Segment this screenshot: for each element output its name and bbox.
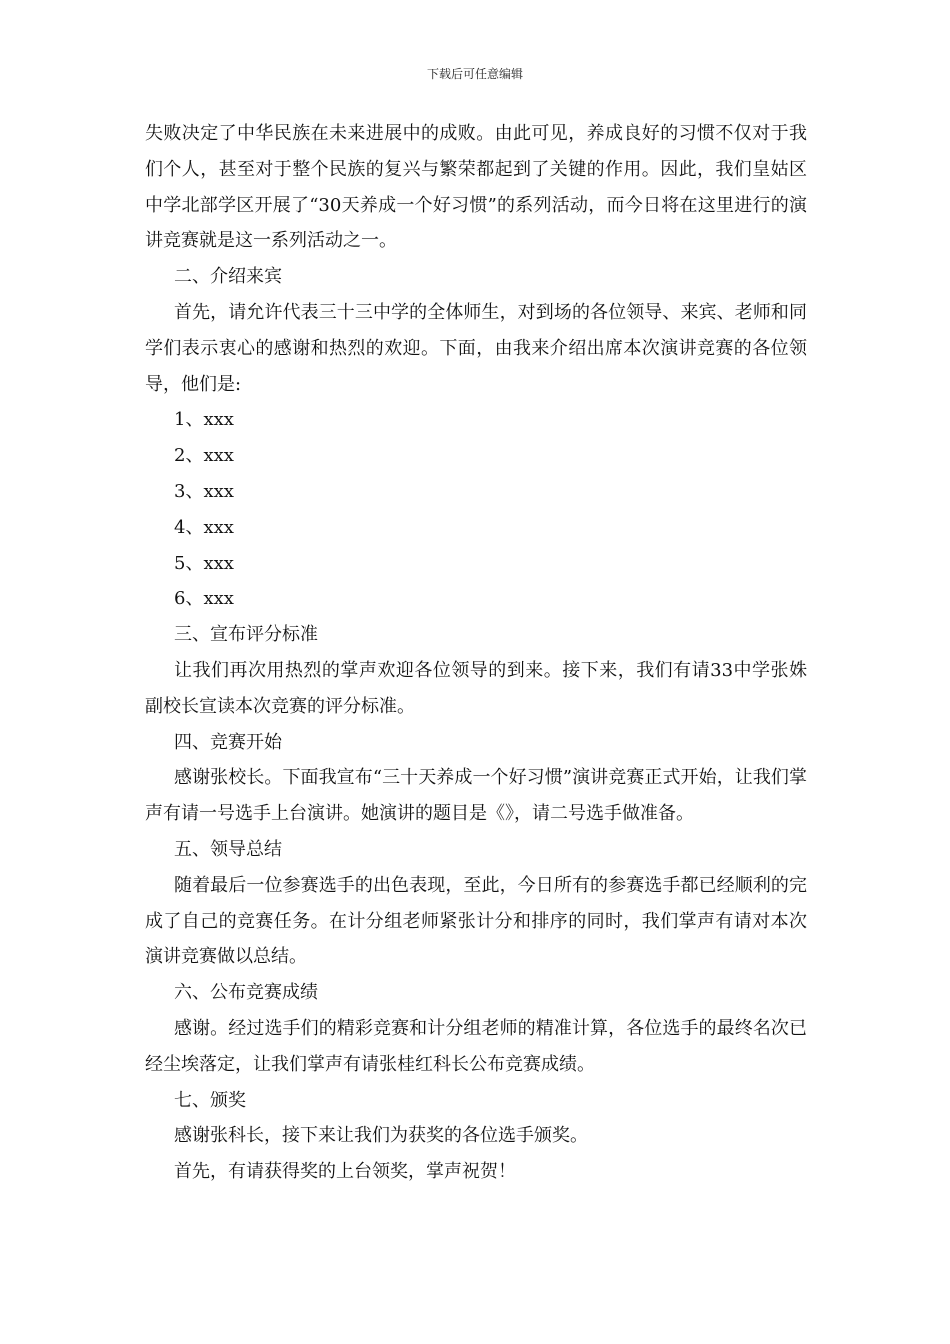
- section-heading: 二、介绍来宾: [174, 266, 282, 288]
- paragraph: 首先，请允许代表三十三中学的全体师生，对到场的各位领导、来宾、老师和同学们表示衷心的感谢和热烈的欢迎。下面，由我来介绍出席本次演讲竞赛的各位领导，他们是:: [145, 301, 807, 395]
- list-item: 1、xxx: [174, 409, 234, 431]
- paragraph: 让我们再次用热烈的掌声欢迎各位领导的到来。接下来，我们有请33中学张姝副校长宣读本次竞赛的评分标准。: [145, 659, 807, 717]
- list-item: 6、xxx: [174, 588, 234, 610]
- page-header: 下载后可任意编辑: [426, 67, 523, 81]
- section-heading: 六、公布竞赛成绩: [174, 982, 318, 1004]
- section-heading: 七、颁奖: [174, 1089, 246, 1111]
- paragraph: 感谢张校长。下面我宣布“三十天养成一个好习惯”演讲竞赛正式开始，让我们掌声有请一号选手上台演讲。她演讲的题目是《》，请二号选手做准备。: [145, 767, 807, 825]
- document-body: [145, 116, 807, 1190]
- paragraph: 失败决定了中华民族在未来进展中的成败。由此可见，养成良好的习惯不仅对于我们个人，甚至对于整个民族的复兴与繁荣都起到了关键的作用。因此，我们皇姑区中学北部学区开展了“30天养成一个好习惯”的系列活动，而今日将在这里进行的演讲竞赛就是这一系列活动之一。: [145, 123, 807, 252]
- list-item: 4、xxx: [174, 516, 234, 538]
- list-item: 5、xxx: [174, 552, 234, 574]
- paragraph: 随着最后一位参赛选手的出色表现，至此，今日所有的参赛选手都已经顺利的完成了自己的竞赛任务。在计分组老师紧张计分和排序的同时，我们掌声有请对本次演讲竞赛做以总结。: [145, 874, 807, 968]
- section-heading: 五、领导总结: [174, 838, 282, 860]
- list-item: 2、xxx: [174, 445, 234, 467]
- section-heading: 三、宣布评分标准: [174, 624, 318, 646]
- paragraph: 感谢。经过选手们的精彩竞赛和计分组老师的精准计算，各位选手的最终名次已经尘埃落定，让我们掌声有请张桂红科长公布竞赛成绩。: [145, 1017, 807, 1075]
- list-item: 3、xxx: [174, 480, 234, 502]
- paragraph: 首先，有请获得奖的上台领奖，掌声祝贺！: [174, 1161, 516, 1183]
- section-heading: 四、竞赛开始: [174, 731, 282, 753]
- paragraph: 感谢张科长，接下来让我们为获奖的各位选手颁奖。: [174, 1125, 588, 1147]
